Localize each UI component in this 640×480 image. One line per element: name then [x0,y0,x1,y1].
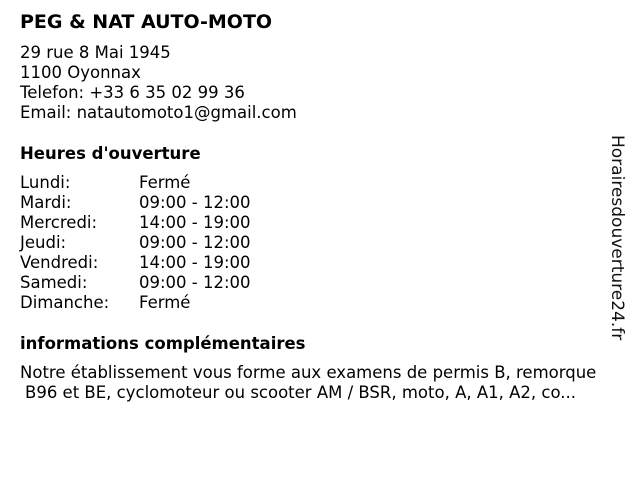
hours-row-friday [20,253,251,273]
time-range: 09:00 - 12:00 [139,193,251,212]
day-label: Vendredi: [20,253,99,272]
hours-row-thursday [20,233,251,253]
day-label: Jeudi: [20,233,67,252]
contact-block [20,43,297,123]
info-line-2: B96 et BE, cyclomoteur ou scooter AM / BSR, moto, A, A1, A2, co... [25,383,577,402]
hours-row-tuesday [20,193,251,213]
info-line-1: Notre établissement vous forme aux examens de permis B, remorque [20,363,597,382]
time-range: 09:00 - 12:00 [139,233,251,252]
time-range: Fermé [139,173,191,192]
time-range: 09:00 - 12:00 [139,273,251,292]
info-description [20,363,635,403]
hours-row-sunday [20,293,251,313]
hours-row-saturday [20,273,251,293]
hours-row-monday [20,173,251,193]
business-name: PEG & NAT AUTO-MOTO [20,11,273,33]
day-label: Mercredi: [20,213,98,232]
email-address: Email: natautomoto1@gmail.com [20,103,297,122]
day-label: Mardi: [20,193,72,212]
hours-heading: Heures d'ouverture [20,144,201,163]
address-city: 1100 Oyonnax [20,63,141,82]
info-heading: informations complémentaires [20,334,306,353]
day-label: Dimanche: [20,293,110,312]
address-street: 29 rue 8 Mai 1945 [20,43,171,62]
time-range: 14:00 - 19:00 [139,213,251,232]
time-range: 14:00 - 19:00 [139,253,251,272]
time-range: Fermé [139,293,191,312]
day-label: Lundi: [20,173,71,192]
phone-number: Telefon: +33 6 35 02 99 36 [20,83,245,102]
opening-hours-table [20,173,251,313]
hours-row-wednesday [20,213,251,233]
day-label: Samedi: [20,273,88,292]
site-watermark: Horairesdouverture24.fr [607,135,627,341]
